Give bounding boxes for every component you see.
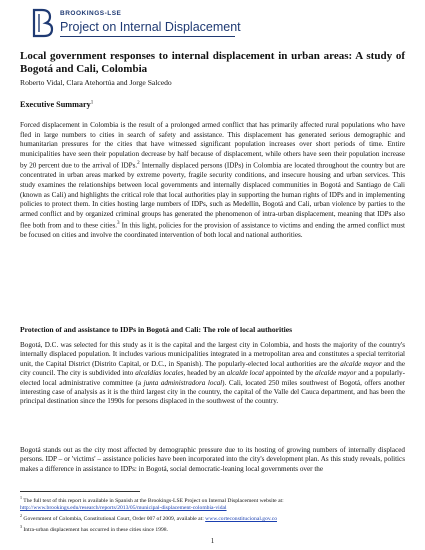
paragraph-intro bbox=[20, 121, 405, 241]
footnote-number: 2 bbox=[20, 512, 22, 518]
executive-summary-heading bbox=[20, 100, 93, 109]
footnote-3 bbox=[20, 523, 405, 534]
text-run: and the city council. The city is subdivided into bbox=[20, 359, 405, 378]
footnote-text: Intra-urban displacement has occurred in these cities since 1998. bbox=[22, 526, 169, 533]
brookings-logo bbox=[30, 6, 270, 42]
text-run: Internally displaced persons (IDPs) in Colombia are located throughout the country but are concentrated in urban areas marked by extreme poverty, fragile security conditions, and insecure housing and urban services. This study examines the relationships between local governments and internally displaced communities in Bogotá and Santiago de Cali (known as Cali) and highlights the critical role that local authorities play in supporting the human rights of IDPs and in implementing policies to protect them. In cities hosting large numbers of IDPs, such as Medellín, Bogotá and Cali, urban violence by parties to the armed conflict and by organized criminal groups has generated the phenomenon of intra-urban displacement, meaning that IDPs also flee both from and to these cities. bbox=[20, 161, 406, 230]
document-title: Local government responses to internal displacement in urban areas: A study of Bogotá and Cali, Colombia bbox=[20, 50, 405, 75]
footnote-link[interactable]: www.corteconstitucional.gov.co bbox=[205, 515, 277, 522]
italic-term: alcaldías locales bbox=[135, 369, 184, 378]
footnote-1 bbox=[20, 494, 405, 512]
text-run: Forced displacement in Colombia is the result of a prolonged armed conflict that has primarily affected rural populations who have fled in large numbers to cities in search of safety and assistance. This displacement has generated serious demographic and humanitarian pressures for the cities that have witnessed significant population increases over short periods of time. Entire municipalities have seen their population decrease by half because of displacement, while others have seen their population increase by 20 percent due to the arrival of IDPs. bbox=[20, 121, 405, 170]
paragraph-bogota-cali bbox=[20, 341, 405, 407]
page-number: 1 bbox=[210, 537, 215, 545]
footnote-ref: 1 bbox=[90, 100, 94, 106]
text-run: Bogotá, D.C. was selected for this study as it is the capital and the largest city in Colombia, and hosts the majority of the country's internally displaced population. It includes various municipalities integrated in a metropolitan area and constitutes a special territorial unit, the Capital District (Distrito Capital, or D.C., in Spanish). The popularly-elected local authorities are the bbox=[20, 341, 405, 368]
text-run: ). Cali, located 250 miles southwest of Bogotá, offers another interesting case of analysis as it is the third largest city in the country, the capital of the Valle del Cauca department, and has been the principal destination since the 1990s for persons displaced in the southwest of the country. bbox=[20, 378, 405, 406]
footnotes bbox=[20, 494, 405, 534]
logo-divider bbox=[60, 36, 235, 37]
italic-term: alcalde mayor bbox=[340, 359, 382, 368]
italic-term: junta administradora local bbox=[143, 378, 223, 387]
paragraph-bogota-pressure: Bogotá stands out as the city most affected by demographic pressure due to its hosting of growing numbers of internally displaced persons. IDP – or 'victims' – assistance policies have been incorporated into the city's development plan. As this study reveals, politics makes a difference in assistance to IDPs: in Bogotá, social democratic-leaning local governments over the bbox=[20, 446, 405, 473]
footnote-number: 3 bbox=[20, 523, 22, 529]
footnote-text: Government of Colombia, Constitutional Court, Order 007 of 2009, available at: bbox=[22, 515, 206, 522]
heading-text: Executive Summary bbox=[20, 100, 91, 109]
footnote-link[interactable]: http://www.brookings.edu/research/reports/2013/05/municipal-displacement-colombia-vidal bbox=[20, 504, 227, 511]
footnote-number: 1 bbox=[20, 495, 22, 500]
italic-term: alcalde mayor bbox=[315, 369, 357, 378]
text-run: , headed by an bbox=[183, 369, 227, 378]
footnote-divider bbox=[20, 491, 140, 492]
brookings-b-icon bbox=[30, 8, 56, 38]
footnote-ref: 3 bbox=[117, 221, 120, 227]
footnote-2 bbox=[20, 512, 405, 523]
section-heading: Protection of and assistance to IDPs in Bogotá and Cali: The role of local authorities bbox=[20, 325, 293, 334]
italic-term: alcalde local bbox=[226, 369, 264, 378]
footnote-text: The full text of this report is available in Spanish at the Brookings-LSE Project on Internal Displacement website at: bbox=[22, 497, 284, 504]
text-run: In this light, policies for the provision of assistance to victims and ending the armed conflict must be focused on cities and involve the coordinated intervention of both local and national authorities. bbox=[20, 221, 405, 240]
authors: Roberto Vidal, Clara Atehortúa and Jorge Salcedo bbox=[20, 78, 172, 87]
project-name: Project on Internal Displacement bbox=[60, 20, 241, 34]
footnote-ref: 2 bbox=[137, 161, 140, 167]
text-run: and a popularly-elected local administrative committee (a bbox=[20, 369, 405, 387]
org-name: BROOKINGS-LSE bbox=[60, 10, 122, 17]
text-run: appointed by the bbox=[263, 369, 316, 378]
